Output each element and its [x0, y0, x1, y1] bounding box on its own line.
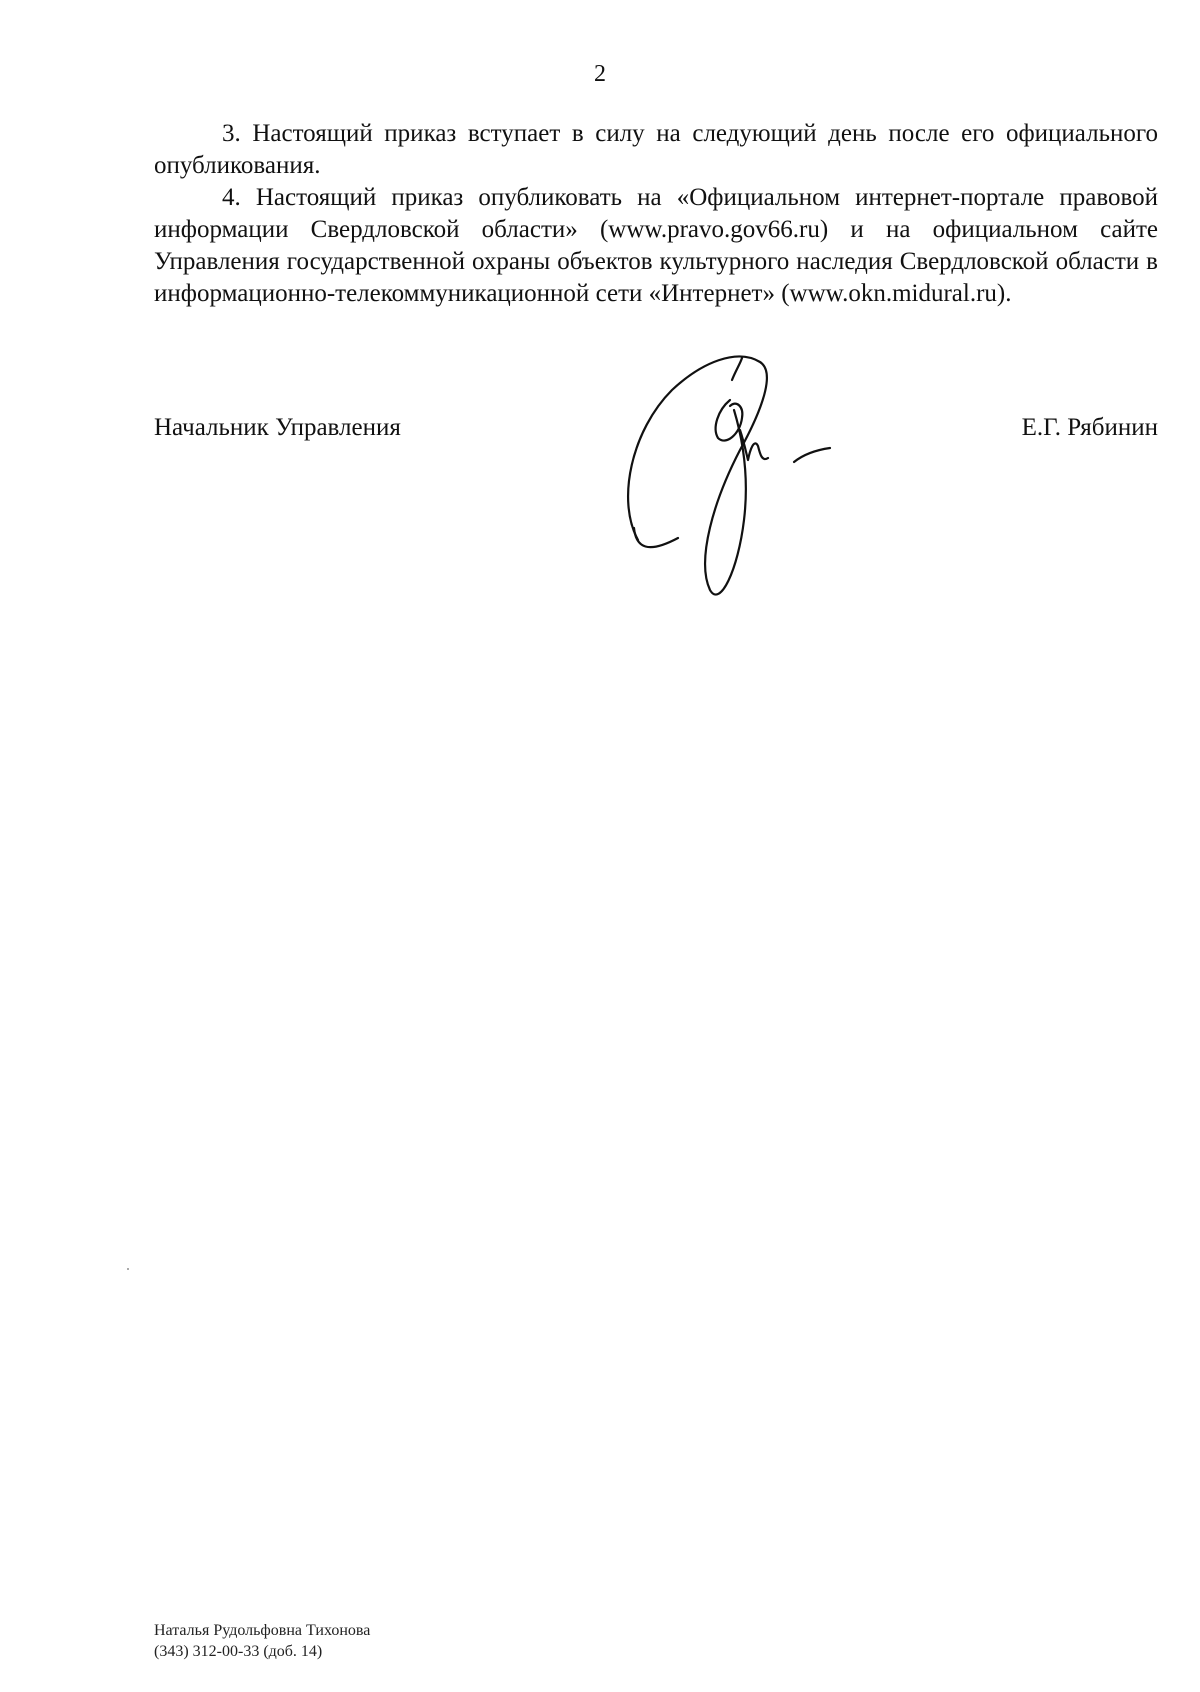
- executor-phone: (343) 312-00-33 (доб. 14): [154, 1643, 323, 1660]
- signatory-name: Е.Г. Рябинин: [1021, 414, 1158, 441]
- paragraph-4: 4. Настоящий приказ опубликовать на «Официальном интернет-портале правовой информации Свердловской области» (www.pravo.gov66.ru) и на официальном сайте Управления государственной охраны объектов культурного наследия Свердловской области в информационно-телекоммуникационной сети «Интернет» (www.okn.midural.ru).: [154, 184, 1158, 307]
- paragraph-3: 3. Настоящий приказ вступает в силу на следующий день после его официального опубликования.: [154, 120, 1158, 179]
- scan-speck: [127, 1268, 129, 1270]
- executor-info: [154, 1620, 370, 1662]
- document-body: [154, 118, 1158, 310]
- signatory-title: Начальник Управления: [154, 414, 401, 441]
- page-number: 2: [594, 61, 606, 87]
- executor-name: Наталья Рудольфовна Тихонова: [154, 1622, 371, 1639]
- handwritten-signature: [622, 350, 882, 600]
